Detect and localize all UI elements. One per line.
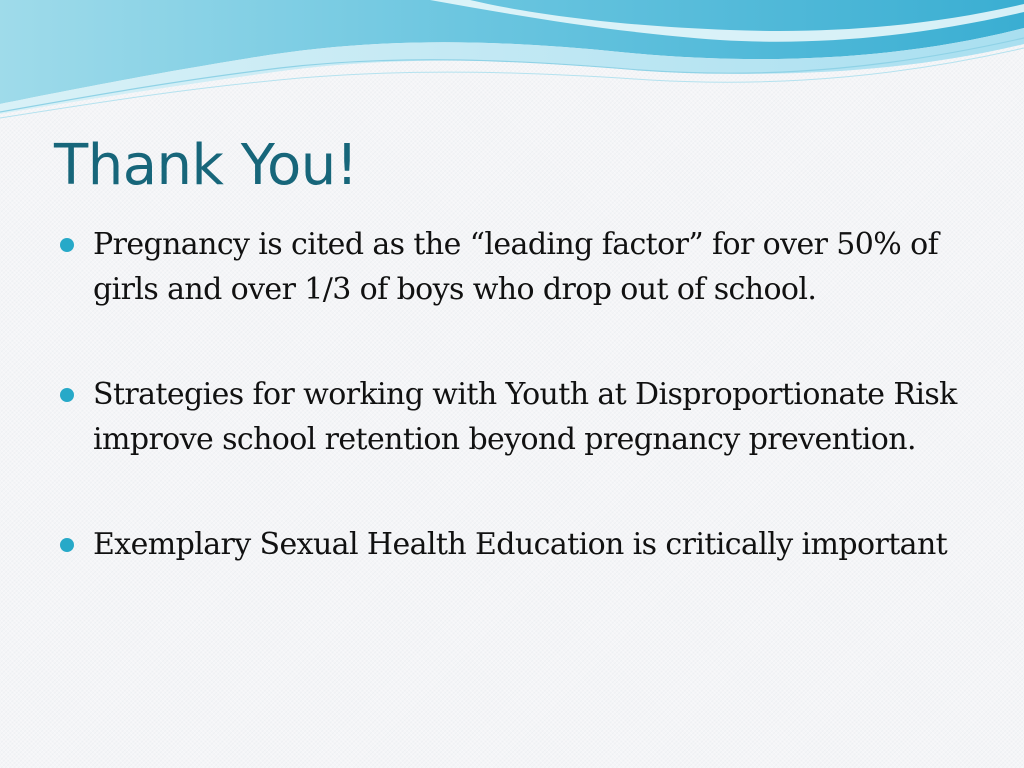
bullet-dot-icon bbox=[60, 238, 74, 252]
bullet-dot-icon bbox=[60, 388, 74, 402]
bullet-list bbox=[60, 222, 960, 627]
bullet-item bbox=[60, 222, 960, 312]
bullet-text: Strategies for working with Youth at Disproportionate Risk improve school retention beyond pregnancy prevention. bbox=[93, 377, 957, 457]
bullet-text: Exemplary Sexual Health Education is critically important bbox=[93, 527, 948, 562]
bullet-item bbox=[60, 372, 960, 462]
bullet-text: Pregnancy is cited as the “leading factor” for over 50% of girls and over 1/3 of boys who drop out of school. bbox=[93, 227, 939, 307]
slide-title: Thank You! bbox=[54, 133, 358, 198]
header-wave-decoration bbox=[0, 0, 1024, 130]
bullet-item bbox=[60, 522, 960, 567]
bullet-dot-icon bbox=[60, 538, 74, 552]
